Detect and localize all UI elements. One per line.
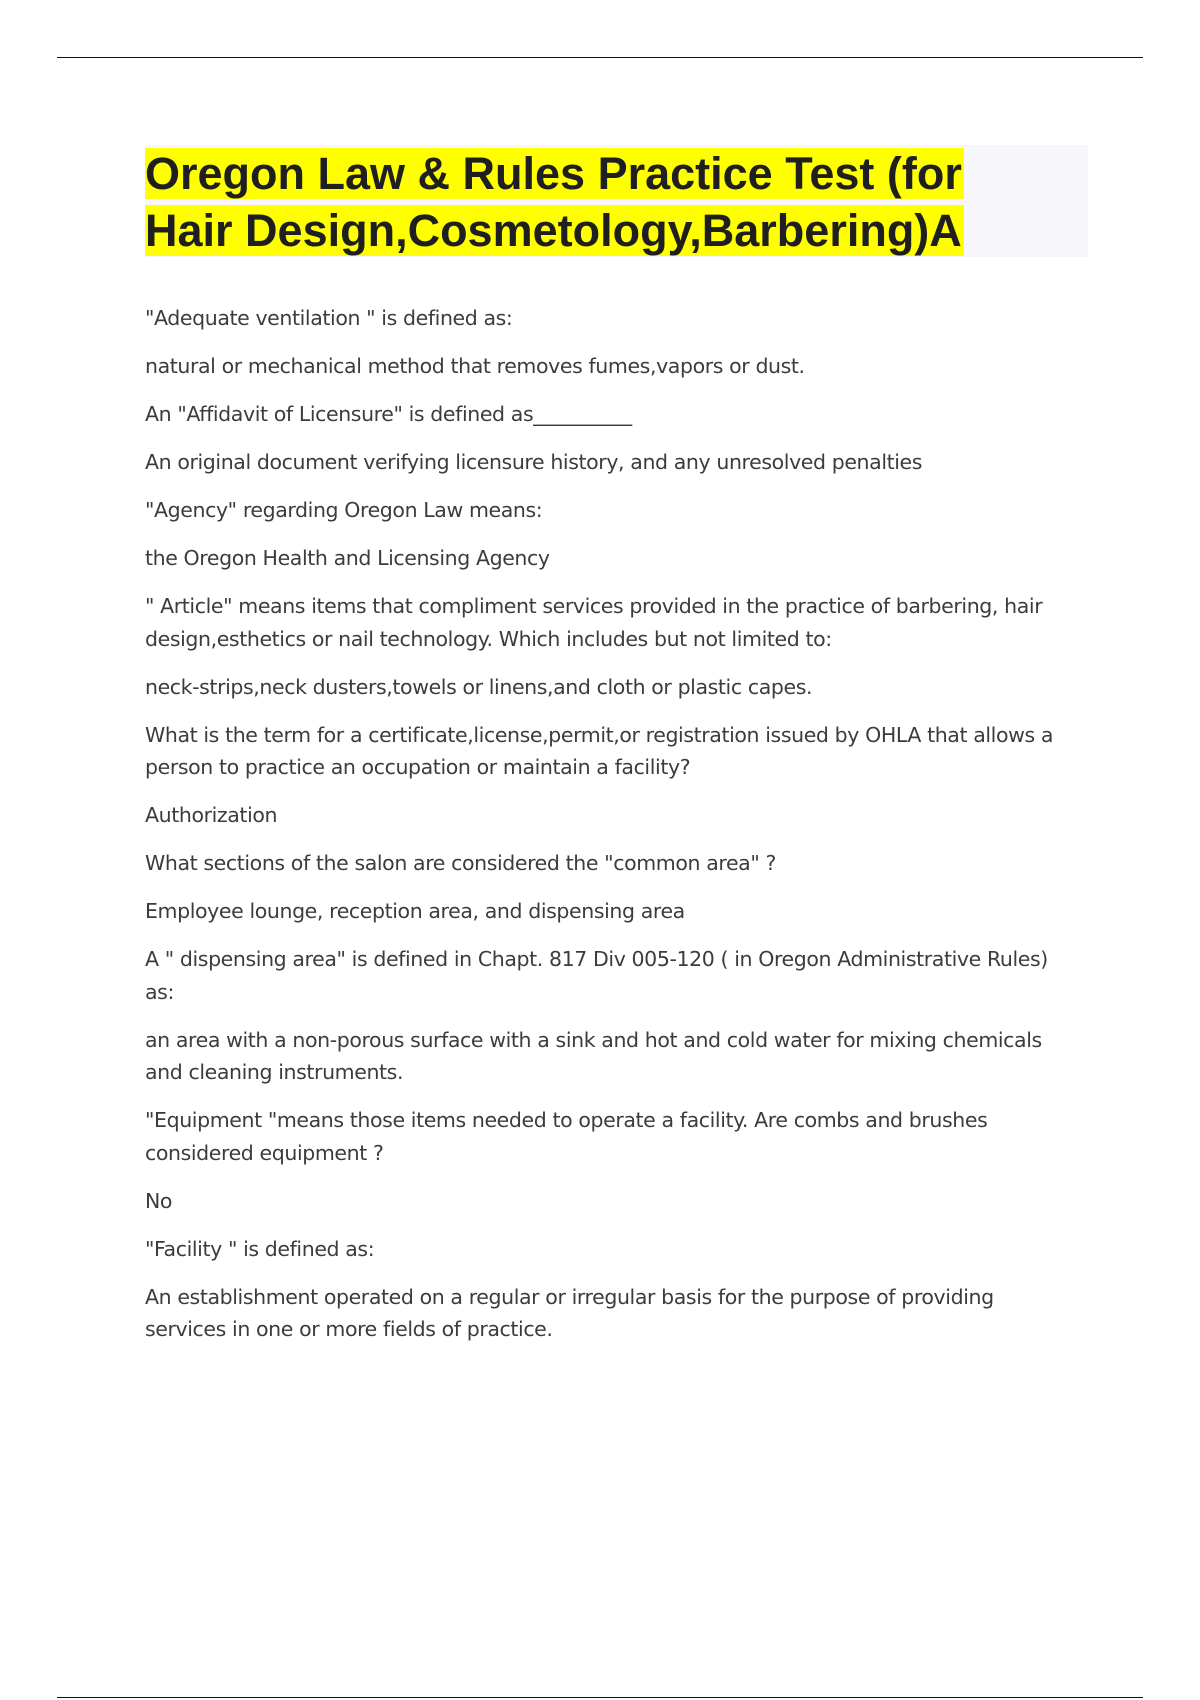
answer-paragraph: No: [145, 1188, 173, 1213]
title-line-2: [145, 202, 1088, 259]
question-paragraph: "Agency" regarding Oregon Law means:: [145, 498, 543, 522]
page-title: [145, 145, 1088, 259]
question-paragraph: "Adequate ventilation " is defined as:: [145, 306, 513, 330]
answer-paragraph: natural or mechanical method that removes fumes,vapors or dust.: [145, 354, 805, 378]
title-line-2-text: Hair Design,Cosmetology,Barbering)A: [145, 205, 962, 256]
question-paragraph: What is the term for a certificate,license,permit,or registration issued by OHLA that allows a person to practice an occupation or maintain a facility?: [145, 722, 1054, 779]
question-paragraph: "Equipment "means those items needed to operate a facility. Are combs and brushes considered equipment ?: [145, 1108, 988, 1165]
answer-paragraph: the Oregon Health and Licensing Agency: [145, 546, 550, 570]
question-paragraph: What sections of the salon are considered the "common area" ?: [145, 851, 776, 875]
title-line-1-text: Oregon Law & Rules Practice Test (for: [145, 148, 962, 199]
answer-paragraph: an area with a non-porous surface with a sink and hot and cold water for mixing chemicals and cleaning instruments.: [145, 1027, 1042, 1084]
question-paragraph: " Article" means items that compliment services provided in the practice of barbering, hair design,esthetics or nail technology. Which includes but not limited to:: [145, 594, 1043, 651]
answer-paragraph: An establishment operated on a regular or irregular basis for the purpose of providing services in one or more fields of practice.: [145, 1284, 994, 1341]
bottom-rule: [57, 1697, 1143, 1698]
title-line-1: [145, 145, 1088, 202]
top-rule: [57, 57, 1143, 58]
question-paragraph: An "Affidavit of Licensure" is defined as__________: [145, 402, 632, 426]
answer-paragraph: Employee lounge, reception area, and dispensing area: [145, 899, 685, 923]
answer-paragraph: An original document verifying licensure history, and any unresolved penalties: [145, 450, 923, 474]
answer-paragraph: neck-strips,neck dusters,towels or linens,and cloth or plastic capes.: [145, 674, 813, 699]
question-paragraph: "Facility " is defined as:: [145, 1236, 375, 1261]
qa-content: [145, 302, 1075, 1361]
answer-paragraph: Authorization: [145, 803, 278, 827]
question-paragraph: A " dispensing area" is defined in Chapt. 817 Div 005-120 ( in Oregon Administrative Rules) as:: [145, 947, 1048, 1004]
title-block: [145, 145, 1088, 257]
